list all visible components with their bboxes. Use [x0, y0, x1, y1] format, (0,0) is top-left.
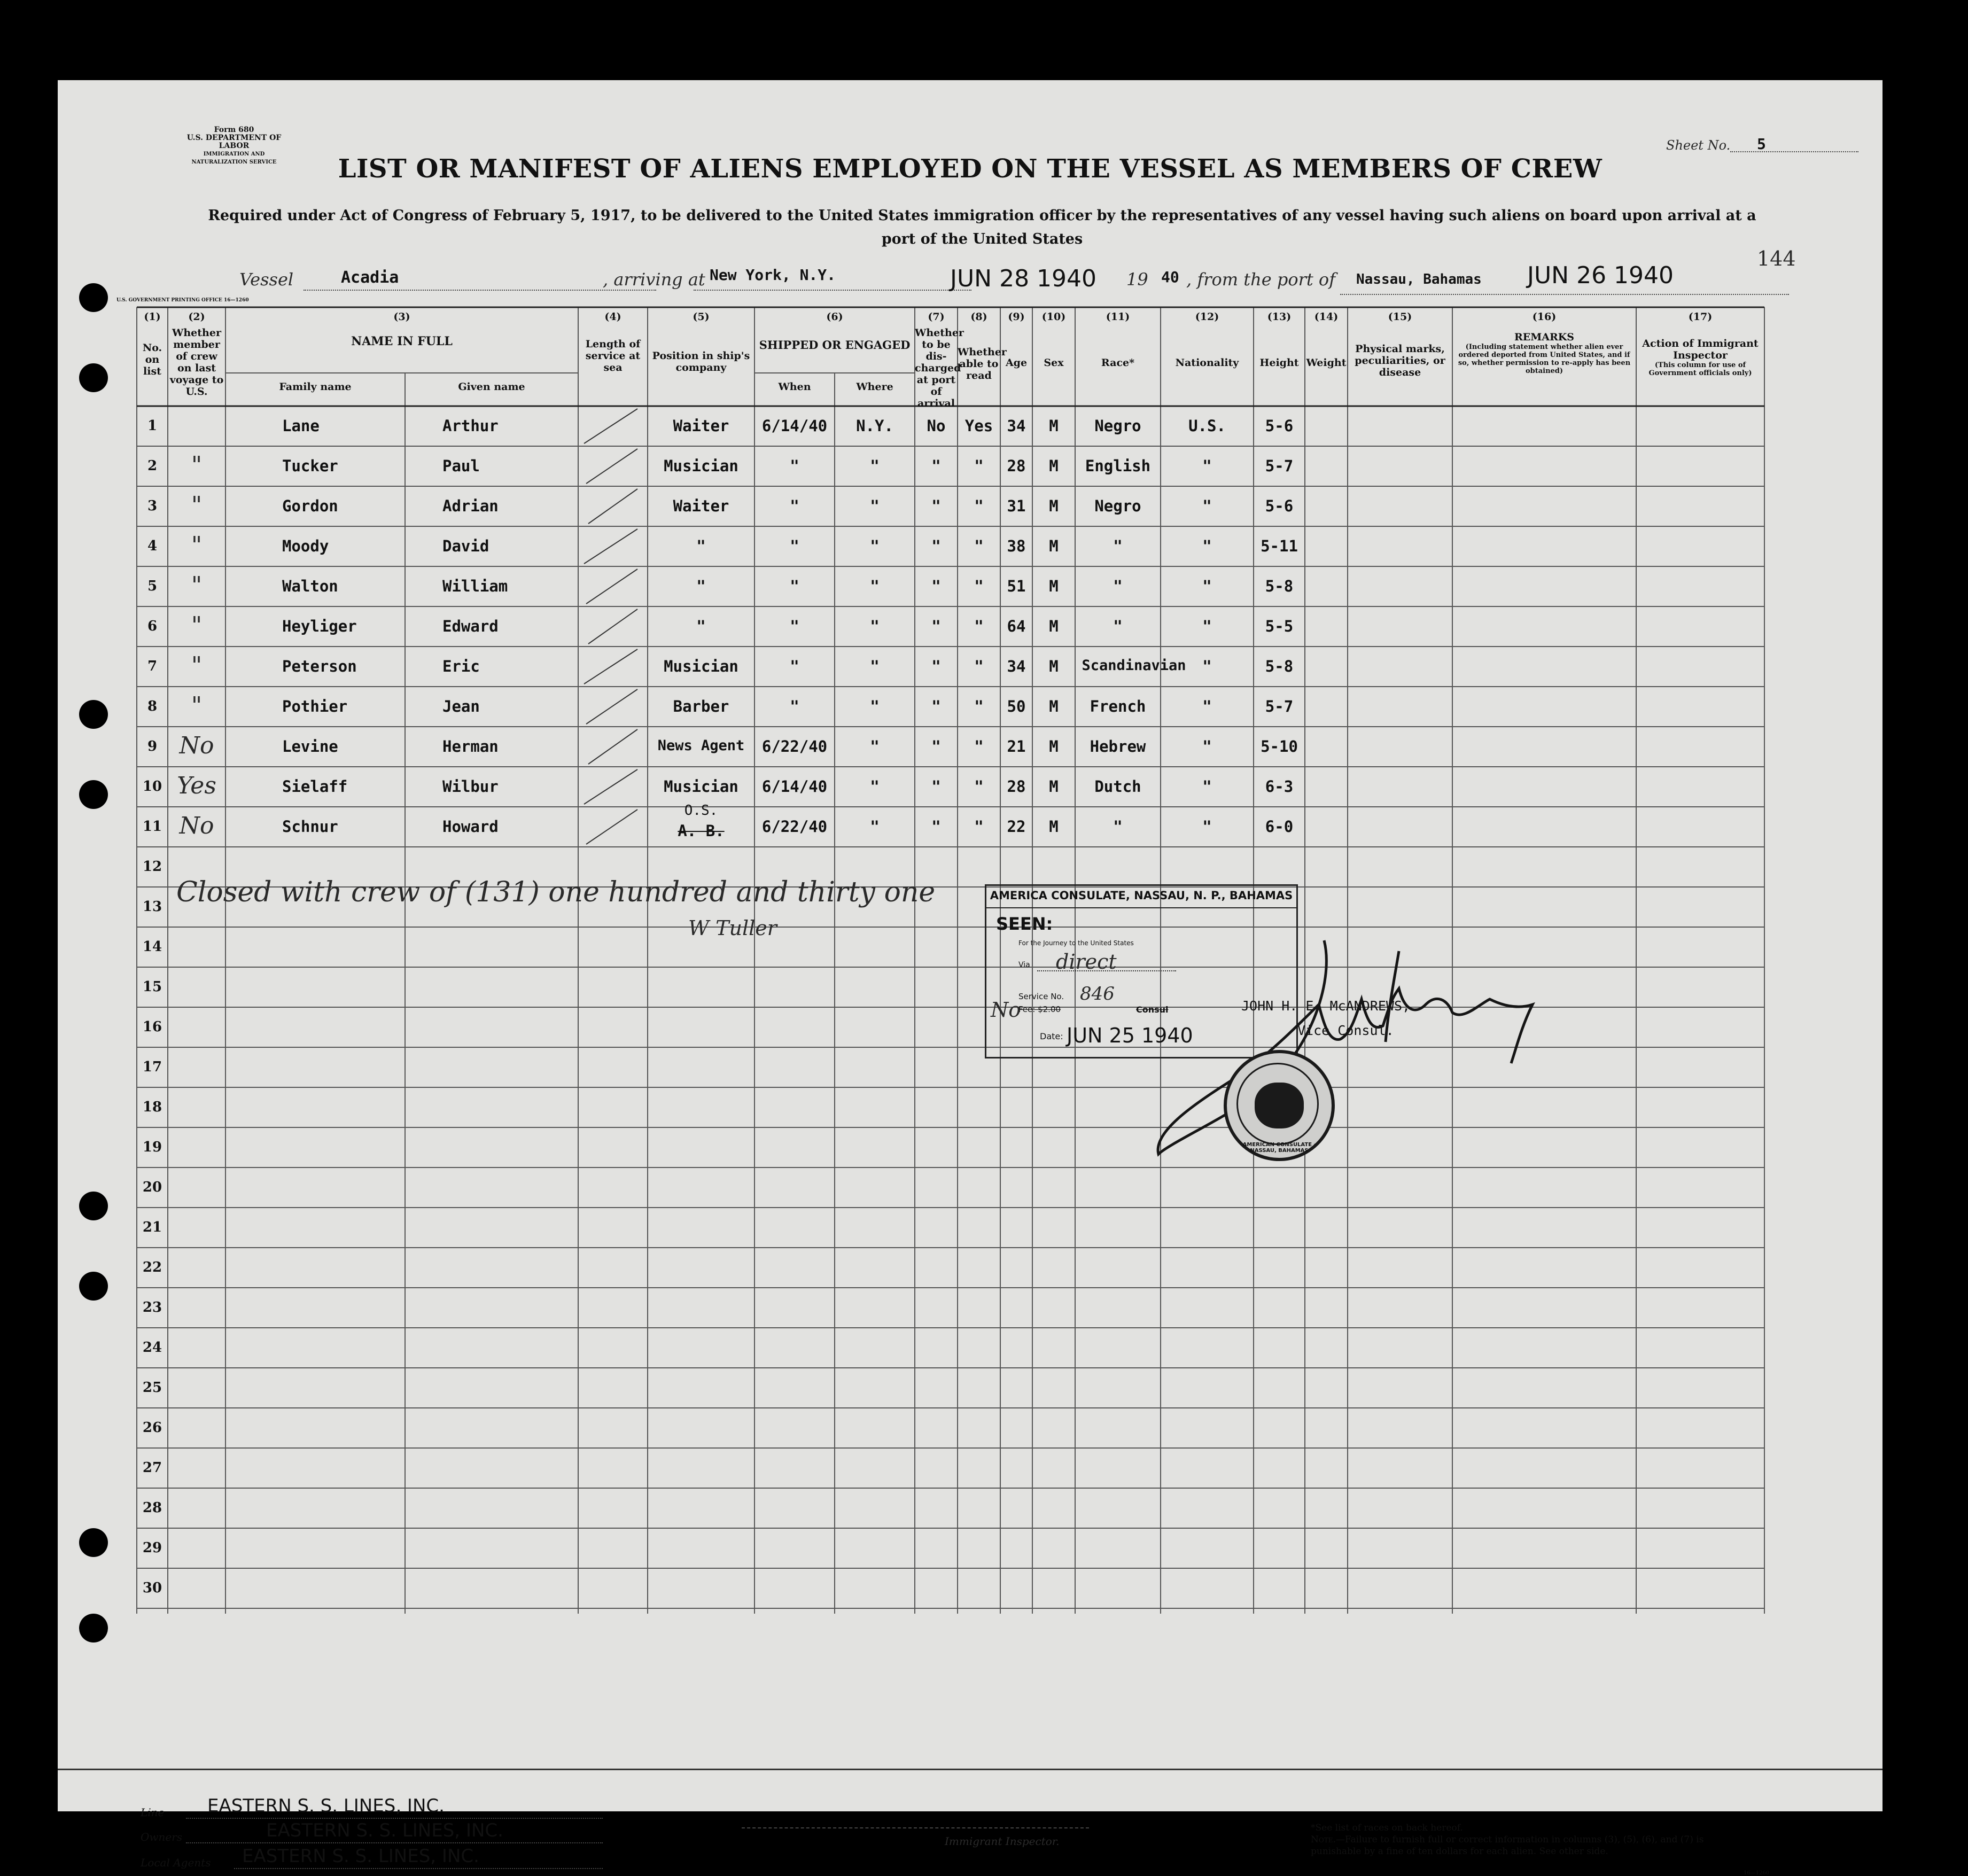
header-shipped-or-engaged: SHIPPED OR ENGAGED [759, 338, 911, 352]
height-cell: 5-11 [1261, 537, 1298, 555]
departure-date-stamp: JUN 26 1940 [1527, 262, 1674, 289]
sex-cell: M [1049, 818, 1059, 836]
col-number-6: (6) [826, 311, 843, 323]
header-inspector-note: (This column for use of Government officials only) [1648, 361, 1752, 377]
col-number-9: (9) [1008, 311, 1025, 323]
header-length-of-service: Length of service at sea [585, 338, 641, 373]
discharged-cell: " [931, 697, 941, 715]
col-number-3: (3) [393, 311, 410, 323]
length-of-service-dashes [584, 409, 637, 844]
sex-cell: M [1049, 577, 1059, 595]
able-to-read-cell: " [974, 537, 984, 555]
from-port-label: , from the port of [1186, 269, 1336, 290]
consulate-seal [1224, 1050, 1335, 1161]
given-name-cell: Adrian [442, 497, 499, 515]
stamp-via-label: Via [1018, 961, 1030, 969]
col-number-13: (13) [1267, 311, 1292, 323]
inspector-signature-line [742, 1827, 1089, 1828]
footer-agents-rule [234, 1868, 603, 1869]
shipped-where-cell: " [870, 777, 880, 796]
sheet-label: Sheet No. [1666, 138, 1731, 153]
row-number: 22 [142, 1259, 162, 1275]
col-number-5: (5) [693, 311, 710, 323]
race-cell: English [1085, 457, 1151, 475]
header-remarks-note: (Including statement whether alien ever ordered deported from United States, and if so, whether permission to re-apply has been obtained) [1458, 343, 1631, 375]
header-name-in-full: NAME IN FULL [351, 334, 453, 348]
last-voyage-cell: " [191, 652, 203, 679]
footer-line-value: EASTERN S. S. LINES, INC. [207, 1795, 445, 1817]
row-number: 27 [142, 1460, 162, 1476]
department-name: U.S. DEPARTMENT OF LABOR [186, 134, 282, 150]
row-number: 21 [142, 1219, 162, 1235]
height-cell: 5-10 [1261, 737, 1298, 756]
nationality-cell: U.S. [1188, 417, 1226, 435]
form-number: Form 680 [214, 126, 254, 134]
stamp-header: AMERICA CONSULATE, NASSAU, N. P., BAHAMAS [990, 889, 1293, 902]
race-cell: French [1090, 697, 1146, 715]
shipped-where-cell: N.Y. [856, 417, 893, 435]
age-cell: 22 [1007, 818, 1026, 836]
sex-cell: M [1049, 457, 1059, 475]
service-name: IMMIGRATION AND NATURALIZATION SERVICE [191, 151, 277, 165]
able-to-read-cell: " [974, 697, 984, 715]
consul-name: JOHN H. E. McANDREWS, [1241, 998, 1411, 1014]
last-voyage-cell: " [191, 532, 203, 559]
row-number: 19 [142, 1139, 162, 1155]
given-name-cell: Eric [442, 657, 480, 675]
col-number-14: (14) [1314, 311, 1339, 323]
header-able-to-read: Whether able to read [958, 346, 1007, 382]
col-number-15: (15) [1388, 311, 1412, 323]
position-cell: Waiter [673, 497, 729, 515]
able-to-read-cell: " [974, 617, 984, 635]
footer-agents-value: EASTERN S. S. LINES, INC. [242, 1846, 479, 1867]
nationality-cell: " [1202, 537, 1212, 555]
row-number: 28 [142, 1500, 162, 1516]
printing-office-note: U.S. GOVERNMENT PRINTING OFFICE 16—1260 [116, 298, 249, 303]
stamp-service-label: Service No. [1018, 992, 1064, 1001]
note-label: Note. [1311, 1834, 1336, 1845]
sex-cell: M [1049, 617, 1059, 635]
header-family-name: Family name [279, 381, 352, 393]
family-name-cell: Moody [282, 537, 329, 555]
given-name-cell: David [442, 537, 489, 555]
family-name-cell: Gordon [282, 497, 338, 515]
discharged-cell: " [931, 577, 941, 595]
footer-form-code: 16—1260 [1744, 1870, 1770, 1876]
year-suffix: 40 [1161, 268, 1179, 286]
shipped-where-cell: " [870, 497, 880, 515]
header-race: Race* [1101, 357, 1135, 369]
header-physical-marks: Physical marks, peculiarities, or disease [1355, 343, 1445, 378]
header-last-voyage: Whether member of crew on last voyage to U.S. [169, 327, 224, 398]
position-cell: Musician [664, 657, 738, 675]
able-to-read-cell: " [974, 457, 984, 475]
family-name-cell: Sielaff [282, 777, 348, 796]
consul-title: Vice Consul. [1297, 1023, 1394, 1038]
race-cell: " [1113, 537, 1123, 555]
position-cell: Musician [664, 457, 738, 475]
sex-cell: M [1049, 737, 1059, 756]
position-correction-cell: O.S. [684, 803, 718, 819]
last-voyage-cell: " [191, 612, 203, 639]
header-when: When [778, 381, 811, 393]
discharged-cell: " [931, 657, 941, 675]
sex-cell: M [1049, 497, 1059, 515]
last-voyage-cell: Yes [177, 772, 216, 799]
position-cell: Musician [664, 777, 738, 796]
header-position: Position in ship's company [652, 350, 750, 373]
shipped-where-cell: " [870, 537, 880, 555]
shipped-when-cell: 6/22/40 [761, 818, 828, 836]
height-cell: 5-8 [1265, 657, 1294, 675]
height-cell: 5-7 [1265, 457, 1294, 475]
discharged-cell: " [931, 777, 941, 796]
header-inspector-action [1636, 338, 1764, 377]
able-to-read-cell: " [974, 777, 984, 796]
closing-note: Closed with crew of (131) one hundred and thirty one [176, 876, 936, 908]
row-number: 1 [147, 418, 158, 434]
given-name-cell: Wilbur [442, 777, 499, 796]
shipped-where-cell: " [870, 818, 880, 836]
family-name-cell: Heyliger [282, 617, 357, 635]
subtitle-line-1: Required under Act of Congress of February 5, 1917, to be delivered to the United States immigration officer by the representatives of any vessel having such aliens on board upon arrival at a [208, 207, 1756, 224]
row-number: 6 [147, 618, 158, 634]
col-number-7: (7) [928, 311, 945, 323]
seal-text: AMERICAN CONSULATE · NASSAU, BAHAMAS [1242, 1142, 1316, 1154]
family-name-cell: Tucker [282, 457, 338, 475]
row-number: 24 [142, 1340, 162, 1356]
race-cell: Scandinavian [1082, 657, 1186, 674]
nationality-cell: " [1202, 657, 1212, 675]
sex-cell: M [1049, 697, 1059, 715]
shipped-when-cell: 6/22/40 [761, 737, 828, 756]
header-remarks-title: REMARKS [1514, 331, 1575, 343]
age-cell: 34 [1007, 657, 1026, 675]
consul-signature [1148, 919, 1554, 1176]
stamp-seen: SEEN: [996, 914, 1053, 934]
height-cell: 5-8 [1265, 577, 1294, 595]
header-sex: Sex [1044, 357, 1064, 369]
footer-owners-rule [186, 1842, 603, 1843]
given-name-cell: Jean [442, 697, 480, 715]
footer-rule [58, 1769, 1883, 1770]
discharged-cell: " [931, 617, 941, 635]
row-number: 17 [142, 1059, 162, 1075]
row-number: 15 [142, 979, 162, 995]
row-number: 12 [142, 859, 162, 875]
footer-owners-value: EASTERN S. S. LINES, INC. [266, 1820, 503, 1841]
given-name-cell: Arthur [442, 417, 499, 435]
stamp-consul-label: Consul [1136, 1005, 1169, 1015]
family-name-cell: Lane [282, 417, 320, 435]
row-number: 14 [142, 939, 162, 955]
row-number: 8 [147, 698, 158, 714]
eagle-emblem-icon [1255, 1083, 1304, 1128]
row-number: 26 [142, 1420, 162, 1436]
age-cell: 38 [1007, 537, 1026, 555]
manifest-sheet [58, 80, 1883, 1876]
closing-initials: W Tuller [688, 916, 777, 940]
header-remarks [1452, 331, 1636, 375]
col-number-12: (12) [1195, 311, 1219, 323]
family-name-cell: Levine [282, 737, 338, 756]
shipped-when-cell: " [790, 617, 799, 635]
able-to-read-cell: " [974, 737, 984, 756]
given-name-cell: Edward [442, 617, 499, 635]
row-number: 13 [142, 899, 162, 915]
stamp-date-value: JUN 25 1940 [1067, 1024, 1193, 1047]
age-cell: 31 [1007, 497, 1026, 515]
position-cell: Waiter [673, 417, 729, 435]
row-number: 30 [142, 1580, 162, 1596]
stamp-fee: Fee: $2.00 [1018, 1005, 1061, 1014]
sheet-number: 5 [1757, 135, 1766, 153]
family-name-cell: Schnur [282, 818, 338, 836]
row-number: 11 [142, 819, 162, 835]
footer-owners-label: Owners [141, 1831, 183, 1843]
able-to-read-cell: " [974, 818, 984, 836]
age-cell: 51 [1007, 577, 1026, 595]
race-cell: Negro [1094, 417, 1141, 435]
shipped-when-cell: " [790, 537, 799, 555]
discharged-cell: " [931, 457, 941, 475]
vessel-label: Vessel [239, 269, 294, 290]
race-note: *See list of races on back hereof. [1311, 1823, 1463, 1833]
able-to-read-cell: " [974, 657, 984, 675]
age-cell: 28 [1007, 457, 1026, 475]
row-number: 2 [147, 458, 158, 474]
height-cell: 5-7 [1265, 697, 1294, 715]
discharged-cell: " [931, 818, 941, 836]
age-cell: 21 [1007, 737, 1026, 756]
arriving-label: , arriving at [603, 269, 705, 290]
race-cell: Hebrew [1090, 737, 1146, 756]
shipped-when-cell: 6/14/40 [761, 417, 828, 435]
arriving-port: New York, N.Y. [710, 266, 836, 284]
row-number: 4 [147, 538, 158, 554]
row-number: 10 [142, 779, 162, 795]
given-name-cell: William [442, 577, 508, 595]
col-number-16: (16) [1532, 311, 1557, 323]
shipped-when-cell: " [790, 697, 799, 715]
inspector-label: Immigrant Inspector. [945, 1835, 1060, 1848]
nationality-cell: " [1202, 737, 1212, 756]
shipped-when-cell: 6/14/40 [761, 777, 828, 796]
race-cell: " [1113, 818, 1123, 836]
page-title: LIST OR MANIFEST OF ALIENS EMPLOYED ON THE VESSEL AS MEMBERS OF CREW [338, 154, 1603, 184]
able-to-read-cell: " [974, 577, 984, 595]
position-cell: Barber [673, 697, 729, 715]
able-to-read-cell: " [974, 497, 984, 515]
row-number: 25 [142, 1380, 162, 1396]
position-cell: " [696, 617, 706, 635]
shipped-where-cell: " [870, 617, 880, 635]
nationality-cell: " [1202, 457, 1212, 475]
family-name-cell: Pothier [282, 697, 348, 715]
height-cell: 6-0 [1265, 818, 1294, 836]
last-voyage-cell: No [179, 812, 214, 839]
header-given-name: Given name [458, 381, 525, 393]
stamp-service-number: 846 [1080, 983, 1115, 1005]
row-number: 9 [147, 738, 158, 754]
nationality-cell: " [1202, 818, 1212, 836]
page-number: 144 [1757, 247, 1796, 270]
row-number: 16 [142, 1019, 162, 1035]
race-cell: Negro [1094, 497, 1141, 515]
col-number-10: (10) [1041, 311, 1066, 323]
shipped-where-cell: " [870, 737, 880, 756]
col-number-2: (2) [188, 311, 205, 323]
col-number-11: (11) [1106, 311, 1130, 323]
nationality-cell: " [1202, 617, 1212, 635]
note-text: —Failure to furnish full or correct information in columns (3), (5), (6), and (7) is punishable by a fine of ten dollars for each alien. See other side. [1311, 1834, 1704, 1857]
row-number: 3 [147, 498, 158, 514]
row-number: 29 [142, 1540, 162, 1556]
shipped-where-cell: " [870, 697, 880, 715]
race-cell: Dutch [1094, 777, 1141, 796]
row-number: 5 [147, 578, 158, 594]
position-cell: News Agent [657, 737, 745, 754]
nationality-cell: " [1202, 577, 1212, 595]
race-cell: " [1113, 617, 1123, 635]
footer-line-rule [186, 1818, 603, 1819]
sex-cell: M [1049, 417, 1059, 435]
header-height: Height [1259, 357, 1299, 369]
family-name-cell: Peterson [282, 657, 357, 675]
nationality-cell: " [1202, 777, 1212, 796]
race-cell: " [1113, 577, 1123, 595]
row-number: 18 [142, 1099, 162, 1115]
given-name-cell: Howard [442, 818, 499, 836]
col-number-4: (4) [604, 311, 621, 323]
col-number-8: (8) [970, 311, 987, 323]
stamp-journey: For the Journey to the United States [1018, 939, 1134, 947]
shipped-where-cell: " [870, 657, 880, 675]
row-number: 20 [142, 1179, 162, 1195]
shipped-where-cell: " [870, 457, 880, 475]
last-voyage-cell: " [191, 692, 203, 719]
position-cell: " [696, 537, 706, 555]
shipped-when-cell: " [790, 457, 799, 475]
arrival-date-stamp: JUN 28 1940 [950, 265, 1097, 292]
row-number: 23 [142, 1299, 162, 1315]
col-number-1: (1) [144, 311, 161, 323]
header-no-on-list: No. on list [142, 342, 162, 377]
header-nationality: Nationality [1175, 357, 1239, 369]
vessel-name: Acadia [341, 268, 399, 287]
header-weight: Weight [1306, 357, 1347, 369]
position-cell: A. B. [678, 822, 725, 840]
footer-agents-label: Local Agents [141, 1856, 211, 1869]
header-inspector-title: Action of Immigrant Inspector [1642, 338, 1759, 361]
stamp-fee-note: No [991, 998, 1021, 1022]
age-cell: 64 [1007, 617, 1026, 635]
given-name-cell: Paul [442, 457, 480, 475]
from-port: Nassau, Bahamas [1356, 271, 1482, 287]
discharged-cell: No [927, 417, 946, 435]
sex-cell: M [1049, 657, 1059, 675]
discharged-cell: " [931, 497, 941, 515]
nationality-cell: " [1202, 497, 1212, 515]
height-cell: 5-5 [1265, 617, 1294, 635]
stamp-via-value: direct [1056, 950, 1117, 974]
height-cell: 5-6 [1265, 417, 1294, 435]
given-name-cell: Herman [442, 737, 499, 756]
height-cell: 5-6 [1265, 497, 1294, 515]
shipped-when-cell: " [790, 497, 799, 515]
age-cell: 34 [1007, 417, 1026, 435]
shipped-when-cell: " [790, 657, 799, 675]
header-age: Age [1005, 357, 1028, 369]
sex-cell: M [1049, 537, 1059, 555]
family-name-cell: Walton [282, 577, 338, 595]
discharged-cell: " [931, 737, 941, 756]
age-cell: 50 [1007, 697, 1026, 715]
stamp-date-label: Date: [1040, 1031, 1063, 1041]
row-number: 7 [147, 658, 158, 674]
height-cell: 6-3 [1265, 777, 1294, 796]
nationality-cell: " [1202, 697, 1212, 715]
discharged-cell: " [931, 537, 941, 555]
sex-cell: M [1049, 777, 1059, 796]
last-voyage-cell: " [191, 452, 203, 479]
last-voyage-cell: " [191, 492, 203, 519]
last-voyage-cell: " [191, 572, 203, 599]
position-cell: " [696, 577, 706, 595]
age-cell: 28 [1007, 777, 1026, 796]
header-discharged: Whether to be dis-charged at port of arrival [915, 327, 964, 409]
footer-line-label: Line [141, 1806, 165, 1819]
last-voyage-cell: No [179, 732, 214, 759]
subtitle-line-2: port of the United States [881, 231, 1083, 247]
col-number-17: (17) [1688, 311, 1713, 323]
year-prefix: 19 [1126, 269, 1148, 290]
shipped-when-cell: " [790, 577, 799, 595]
able-to-read-cell: Yes [964, 417, 993, 435]
footer-notes [1311, 1822, 1738, 1857]
shipped-where-cell: " [870, 577, 880, 595]
header-where: Where [856, 381, 893, 393]
